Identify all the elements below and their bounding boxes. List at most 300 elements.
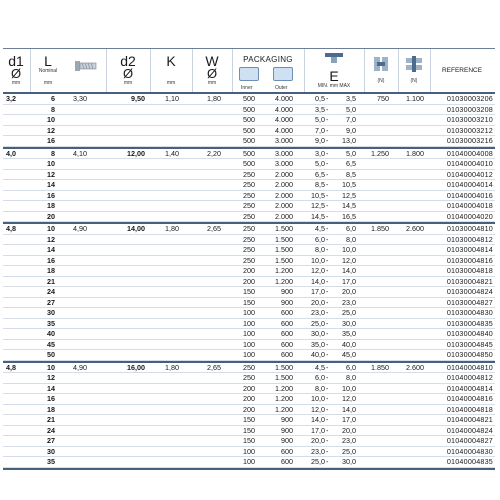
cell-K: 1,80 bbox=[165, 362, 179, 372]
cell-ref: 01030004845 bbox=[446, 339, 493, 349]
cell-emax: 6,0 bbox=[346, 224, 356, 233]
cell-L: 35 bbox=[47, 457, 55, 466]
table-row bbox=[3, 126, 495, 137]
cell-L: 16 bbox=[47, 136, 55, 145]
cell-dash: - bbox=[326, 457, 329, 466]
cell-outer: 2.000 bbox=[275, 180, 293, 189]
cell-inner: 200 bbox=[243, 404, 255, 414]
cell-inner: 500 bbox=[243, 94, 255, 103]
cell-L: 10 bbox=[47, 224, 55, 233]
header-d1-label: d1 bbox=[8, 53, 24, 69]
cell-emax: 12,0 bbox=[342, 394, 356, 403]
cell-L: 12 bbox=[47, 169, 55, 179]
header-W-unit: mm bbox=[207, 80, 217, 86]
cell-ref: 01030003216 bbox=[446, 136, 493, 145]
cell-outer: 600 bbox=[281, 457, 293, 466]
cell-shear: 750 bbox=[377, 94, 389, 103]
cell-emax: 17,0 bbox=[342, 415, 356, 424]
header-d1-unit: mm bbox=[11, 80, 21, 86]
cell-ref: 01030004824 bbox=[446, 287, 493, 296]
table-row bbox=[3, 201, 495, 212]
cell-outer: 4.000 bbox=[275, 94, 293, 103]
cell-outer: 900 bbox=[281, 436, 293, 445]
cell-emax: 10,5 bbox=[342, 180, 356, 189]
cell-dash: - bbox=[326, 104, 329, 114]
cell-emin: 5,0 bbox=[315, 159, 325, 168]
cell-inner: 200 bbox=[243, 266, 255, 275]
cell-outer: 600 bbox=[281, 308, 293, 317]
cell-ref: 01030004830 bbox=[446, 308, 493, 317]
cell-emin: 6,0 bbox=[315, 234, 325, 244]
cell-ref: 01040004821 bbox=[446, 415, 493, 424]
header-d1 bbox=[3, 49, 29, 92]
header-E-range: MIN. mm MAX bbox=[317, 83, 351, 89]
cell-shear: 1.850 bbox=[371, 362, 389, 372]
cell-K: 1,40 bbox=[165, 148, 179, 158]
cell-emin: 14,0 bbox=[311, 415, 325, 424]
header-tensile bbox=[399, 49, 429, 92]
cell-ref: 01030004835 bbox=[446, 318, 493, 328]
cell-inner: 100 bbox=[243, 446, 255, 456]
table-row bbox=[3, 266, 495, 277]
cell-emax: 6,0 bbox=[346, 362, 356, 372]
cell-outer: 1.500 bbox=[275, 224, 293, 233]
cell-L: 27 bbox=[47, 297, 55, 307]
cell-outer: 4.000 bbox=[275, 104, 293, 114]
header-d2-unit: mm bbox=[123, 80, 133, 86]
cell-emin: 30,0 bbox=[311, 329, 325, 338]
cell-emax: 20,0 bbox=[342, 287, 356, 296]
cell-outer: 2.000 bbox=[275, 201, 293, 210]
cell-ref: 01040004016 bbox=[446, 190, 493, 200]
cell-dash: - bbox=[326, 224, 329, 233]
cell-d1: 4,0 bbox=[6, 148, 16, 158]
cell-outer: 900 bbox=[281, 297, 293, 307]
cell-inner: 500 bbox=[243, 136, 255, 145]
header-W-symbol: Ø bbox=[206, 66, 218, 81]
cell-d1: 4,8 bbox=[6, 362, 16, 372]
cell-outer: 600 bbox=[281, 329, 293, 338]
cell-L: 21 bbox=[47, 276, 55, 286]
cell-inner: 150 bbox=[243, 436, 255, 445]
cell-L: 18 bbox=[47, 404, 55, 414]
cell-emin: 35,0 bbox=[311, 339, 325, 349]
cell-ref: 01030004814 bbox=[446, 245, 493, 254]
table-body bbox=[3, 94, 495, 470]
cell-L: 24 bbox=[47, 287, 55, 296]
inner-box-icon bbox=[239, 67, 259, 81]
cell-L: 10 bbox=[47, 159, 55, 168]
cell-emin: 20,0 bbox=[311, 297, 325, 307]
table-header bbox=[3, 48, 495, 94]
cell-emax: 3,5 bbox=[346, 94, 356, 103]
cell-tensile: 1.800 bbox=[406, 148, 424, 158]
cell-dash: - bbox=[326, 329, 329, 338]
table-row bbox=[3, 426, 495, 437]
cell-emin: 17,0 bbox=[311, 425, 325, 435]
cell-outer: 1.200 bbox=[275, 383, 293, 393]
header-d2-label: d2 bbox=[120, 53, 136, 69]
header-inner: Inner bbox=[241, 85, 253, 91]
rivet-group bbox=[3, 363, 495, 470]
cell-L: 10 bbox=[47, 115, 55, 124]
cell-emax: 9,0 bbox=[346, 125, 356, 135]
cell-inner: 250 bbox=[243, 245, 255, 254]
cell-L: 8 bbox=[51, 148, 55, 158]
cell-emin: 3,0 bbox=[315, 148, 325, 158]
cell-L: 10 bbox=[47, 362, 55, 372]
cell-emin: 10,0 bbox=[311, 394, 325, 403]
cell-outer: 1.500 bbox=[275, 255, 293, 265]
table-row bbox=[3, 394, 495, 405]
cell-dash: - bbox=[326, 308, 329, 317]
header-d2 bbox=[107, 49, 149, 92]
header-tensile-unit: (N) bbox=[410, 78, 418, 84]
cell-ref: 01040004008 bbox=[446, 148, 493, 158]
cell-dash: - bbox=[326, 362, 329, 372]
cell-d2: 16,00 bbox=[127, 362, 145, 372]
cell-L: 16 bbox=[47, 255, 55, 265]
table-row bbox=[3, 224, 495, 235]
table-row bbox=[3, 415, 495, 426]
cell-L: 18 bbox=[47, 266, 55, 275]
cell-ref: 01040004824 bbox=[446, 425, 493, 435]
cell-inner: 100 bbox=[243, 318, 255, 328]
cell-emax: 12,5 bbox=[342, 190, 356, 200]
header-L-sub: Nominal bbox=[38, 68, 58, 74]
cell-inner: 500 bbox=[243, 159, 255, 168]
table-row bbox=[3, 256, 495, 267]
header-K bbox=[151, 49, 191, 92]
cell-L: 30 bbox=[47, 308, 55, 317]
cell-dash: - bbox=[326, 276, 329, 286]
cell-dash: - bbox=[326, 383, 329, 393]
cell-drill: 4,90 bbox=[73, 224, 87, 233]
cell-emax: 5,0 bbox=[346, 104, 356, 114]
cell-inner: 100 bbox=[243, 350, 255, 359]
table-row bbox=[3, 191, 495, 202]
cell-ref: 01030003206 bbox=[446, 94, 493, 103]
cell-emin: 6,5 bbox=[315, 169, 325, 179]
cell-emax: 10,0 bbox=[342, 383, 356, 393]
cell-outer: 900 bbox=[281, 425, 293, 435]
cell-dash: - bbox=[326, 169, 329, 179]
rivet-spec-table bbox=[3, 48, 495, 470]
cell-emax: 25,0 bbox=[342, 308, 356, 317]
cell-K: 1,10 bbox=[165, 94, 179, 103]
rivet-group bbox=[3, 224, 495, 363]
cell-d2: 14,00 bbox=[127, 224, 145, 233]
cell-ref: 01030003212 bbox=[446, 125, 493, 135]
cell-inner: 250 bbox=[243, 362, 255, 372]
cell-dash: - bbox=[326, 373, 329, 382]
cell-dash: - bbox=[326, 234, 329, 244]
cell-L: 27 bbox=[47, 436, 55, 445]
cell-L: 14 bbox=[47, 245, 55, 254]
table-row bbox=[3, 235, 495, 246]
table-row bbox=[3, 180, 495, 191]
cell-emin: 4,5 bbox=[315, 362, 325, 372]
cell-emax: 23,0 bbox=[342, 297, 356, 307]
cell-ref: 01040004020 bbox=[446, 211, 493, 221]
cell-ref: 01030004818 bbox=[446, 266, 493, 275]
cell-emin: 10,0 bbox=[311, 255, 325, 265]
cell-outer: 3.000 bbox=[275, 159, 293, 168]
cell-W: 2,20 bbox=[207, 148, 221, 158]
cell-emax: 12,0 bbox=[342, 255, 356, 265]
header-reference: REFERENCE bbox=[441, 67, 483, 74]
table-row bbox=[3, 149, 495, 160]
cell-ref: 01030004850 bbox=[446, 350, 493, 359]
cell-outer: 900 bbox=[281, 415, 293, 424]
cell-ref: 01040004827 bbox=[446, 436, 493, 445]
cell-dash: - bbox=[326, 415, 329, 424]
header-E-label: E bbox=[329, 68, 339, 84]
cell-drill: 4,90 bbox=[73, 362, 87, 372]
cell-W: 2,65 bbox=[207, 224, 221, 233]
cell-emin: 10,5 bbox=[311, 190, 325, 200]
cell-inner: 200 bbox=[243, 276, 255, 286]
cell-tensile: 1.100 bbox=[406, 94, 424, 103]
cell-outer: 2.000 bbox=[275, 169, 293, 179]
cell-L: 16 bbox=[47, 394, 55, 403]
cell-outer: 600 bbox=[281, 350, 293, 359]
grip-range-icon bbox=[319, 52, 349, 64]
cell-W: 1,80 bbox=[207, 94, 221, 103]
cell-dash: - bbox=[326, 125, 329, 135]
cell-dash: - bbox=[326, 350, 329, 359]
cell-emin: 40,0 bbox=[311, 350, 325, 359]
cell-inner: 200 bbox=[243, 383, 255, 393]
cell-W: 2,65 bbox=[207, 362, 221, 372]
cell-emax: 10,0 bbox=[342, 245, 356, 254]
cell-inner: 500 bbox=[243, 125, 255, 135]
cell-outer: 900 bbox=[281, 287, 293, 296]
header-L bbox=[31, 49, 65, 92]
cell-inner: 500 bbox=[243, 115, 255, 124]
header-packaging-label: PACKAGING bbox=[243, 55, 293, 64]
cell-inner: 250 bbox=[243, 180, 255, 189]
cell-outer: 1.500 bbox=[275, 234, 293, 244]
cell-d2: 12,00 bbox=[127, 148, 145, 158]
cell-dash: - bbox=[326, 201, 329, 210]
cell-ref: 01040004818 bbox=[446, 404, 493, 414]
cell-outer: 1.500 bbox=[275, 373, 293, 382]
outer-box-icon bbox=[273, 67, 293, 81]
table-row bbox=[3, 457, 495, 468]
header-L-unit: mm bbox=[43, 80, 53, 86]
cell-ref: 01040004816 bbox=[446, 394, 493, 403]
cell-outer: 4.000 bbox=[275, 125, 293, 135]
cell-inner: 250 bbox=[243, 255, 255, 265]
cell-emax: 14,0 bbox=[342, 404, 356, 414]
table-row bbox=[3, 436, 495, 447]
table-row bbox=[3, 373, 495, 384]
cell-shear: 1.250 bbox=[371, 148, 389, 158]
cell-inner: 100 bbox=[243, 308, 255, 317]
cell-L: 45 bbox=[47, 339, 55, 349]
cell-dash: - bbox=[326, 115, 329, 124]
table-row bbox=[3, 308, 495, 319]
header-K-label: K bbox=[166, 53, 176, 69]
table-row bbox=[3, 447, 495, 458]
cell-ref: 01040004830 bbox=[446, 446, 493, 456]
cell-emax: 6,5 bbox=[346, 159, 356, 168]
cell-inner: 100 bbox=[243, 339, 255, 349]
cell-L: 14 bbox=[47, 180, 55, 189]
cell-dash: - bbox=[326, 211, 329, 221]
table-row bbox=[3, 159, 495, 170]
cell-inner: 250 bbox=[243, 169, 255, 179]
table-row bbox=[3, 287, 495, 298]
cell-inner: 200 bbox=[243, 394, 255, 403]
cell-outer: 3.000 bbox=[275, 148, 293, 158]
cell-emin: 3,5 bbox=[315, 104, 325, 114]
cell-inner: 250 bbox=[243, 234, 255, 244]
header-W-label: W bbox=[205, 53, 219, 69]
cell-emin: 5,0 bbox=[315, 115, 325, 124]
cell-emin: 8,0 bbox=[315, 245, 325, 254]
cell-inner: 150 bbox=[243, 287, 255, 296]
cell-outer: 2.000 bbox=[275, 211, 293, 221]
cell-outer: 1.500 bbox=[275, 245, 293, 254]
table-row bbox=[3, 340, 495, 351]
table-row bbox=[3, 350, 495, 361]
cell-dash: - bbox=[326, 436, 329, 445]
cell-dash: - bbox=[326, 404, 329, 414]
cell-outer: 1.500 bbox=[275, 362, 293, 372]
header-shear-unit: (N) bbox=[377, 78, 385, 84]
cell-ref: 01040004014 bbox=[446, 180, 493, 189]
cell-dash: - bbox=[326, 297, 329, 307]
table-row bbox=[3, 277, 495, 288]
cell-L: 30 bbox=[47, 446, 55, 456]
cell-ref: 01040004012 bbox=[446, 169, 493, 179]
cell-emin: 23,0 bbox=[311, 308, 325, 317]
cell-L: 35 bbox=[47, 318, 55, 328]
cell-inner: 250 bbox=[243, 190, 255, 200]
cell-inner: 250 bbox=[243, 373, 255, 382]
cell-dash: - bbox=[326, 394, 329, 403]
cell-dash: - bbox=[326, 446, 329, 456]
cell-dash: - bbox=[326, 190, 329, 200]
cell-L: 50 bbox=[47, 350, 55, 359]
cell-emin: 8,0 bbox=[315, 383, 325, 393]
header-L-label: L bbox=[44, 53, 52, 69]
cell-emax: 35,0 bbox=[342, 329, 356, 338]
cell-outer: 600 bbox=[281, 318, 293, 328]
header-W bbox=[193, 49, 231, 92]
cell-L: 12 bbox=[47, 373, 55, 382]
cell-emin: 23,0 bbox=[311, 446, 325, 456]
header-d1-symbol: Ø bbox=[10, 66, 22, 81]
cell-emin: 25,0 bbox=[311, 457, 325, 466]
cell-inner: 100 bbox=[243, 329, 255, 338]
cell-ref: 01030003208 bbox=[446, 104, 493, 114]
cell-inner: 150 bbox=[243, 415, 255, 424]
rivet-group bbox=[3, 149, 495, 225]
cell-ref: 01030004812 bbox=[446, 234, 493, 244]
cell-emin: 6,0 bbox=[315, 373, 325, 382]
cell-emax: 40,0 bbox=[342, 339, 356, 349]
rivet-group bbox=[3, 94, 495, 149]
cell-emax: 30,0 bbox=[342, 457, 356, 466]
table-row bbox=[3, 319, 495, 330]
cell-emin: 12,5 bbox=[311, 201, 325, 210]
cell-dash: - bbox=[326, 266, 329, 275]
cell-L: 18 bbox=[47, 201, 55, 210]
cell-emin: 14,0 bbox=[311, 276, 325, 286]
cell-emin: 4,5 bbox=[315, 224, 325, 233]
cell-K: 1,80 bbox=[165, 224, 179, 233]
table-row bbox=[3, 363, 495, 374]
table-row bbox=[3, 170, 495, 181]
cell-emax: 13,0 bbox=[342, 136, 356, 145]
cell-outer: 600 bbox=[281, 339, 293, 349]
cell-d1: 4,8 bbox=[6, 224, 16, 233]
cell-emin: 8,5 bbox=[315, 180, 325, 189]
table-row bbox=[3, 329, 495, 340]
cell-emax: 8,5 bbox=[346, 169, 356, 179]
shear-force-icon bbox=[371, 55, 391, 73]
cell-emax: 16,5 bbox=[342, 211, 356, 221]
cell-inner: 250 bbox=[243, 201, 255, 210]
cell-ref: 01030004810 bbox=[446, 224, 493, 233]
cell-inner: 150 bbox=[243, 297, 255, 307]
table-row bbox=[3, 245, 495, 256]
cell-drill: 3,30 bbox=[73, 94, 87, 103]
cell-L: 24 bbox=[47, 425, 55, 435]
cell-dash: - bbox=[326, 245, 329, 254]
cell-dash: - bbox=[326, 159, 329, 168]
cell-L: 16 bbox=[47, 190, 55, 200]
cell-emin: 12,0 bbox=[311, 404, 325, 414]
cell-emax: 23,0 bbox=[342, 436, 356, 445]
cell-tensile: 2.600 bbox=[406, 362, 424, 372]
cell-inner: 250 bbox=[243, 211, 255, 221]
cell-d2: 9,50 bbox=[131, 94, 145, 103]
cell-d1: 3,2 bbox=[6, 94, 16, 103]
cell-emin: 17,0 bbox=[311, 287, 325, 296]
header-shear bbox=[365, 49, 397, 92]
table-row bbox=[3, 136, 495, 147]
cell-emin: 9,0 bbox=[315, 136, 325, 145]
cell-outer: 2.000 bbox=[275, 190, 293, 200]
cell-outer: 4.000 bbox=[275, 115, 293, 124]
cell-inner: 500 bbox=[243, 148, 255, 158]
header-E bbox=[305, 49, 363, 92]
cell-tensile: 2.600 bbox=[406, 224, 424, 233]
cell-emax: 14,0 bbox=[342, 266, 356, 275]
cell-ref: 01030004816 bbox=[446, 255, 493, 265]
table-row bbox=[3, 298, 495, 309]
cell-ref: 01040004814 bbox=[446, 383, 493, 393]
cell-emax: 17,0 bbox=[342, 276, 356, 286]
cell-emin: 25,0 bbox=[311, 318, 325, 328]
cell-emin: 0,5 bbox=[315, 94, 325, 103]
cell-outer: 600 bbox=[281, 446, 293, 456]
cell-emax: 8,0 bbox=[346, 234, 356, 244]
cell-emax: 14,5 bbox=[342, 201, 356, 210]
table-row bbox=[3, 384, 495, 395]
cell-ref: 01030004827 bbox=[446, 297, 493, 307]
cell-ref: 01040004835 bbox=[446, 457, 493, 466]
cell-L: 12 bbox=[47, 234, 55, 244]
cell-inner: 150 bbox=[243, 425, 255, 435]
cell-inner: 100 bbox=[243, 457, 255, 466]
cell-emax: 20,0 bbox=[342, 425, 356, 435]
cell-emax: 30,0 bbox=[342, 318, 356, 328]
